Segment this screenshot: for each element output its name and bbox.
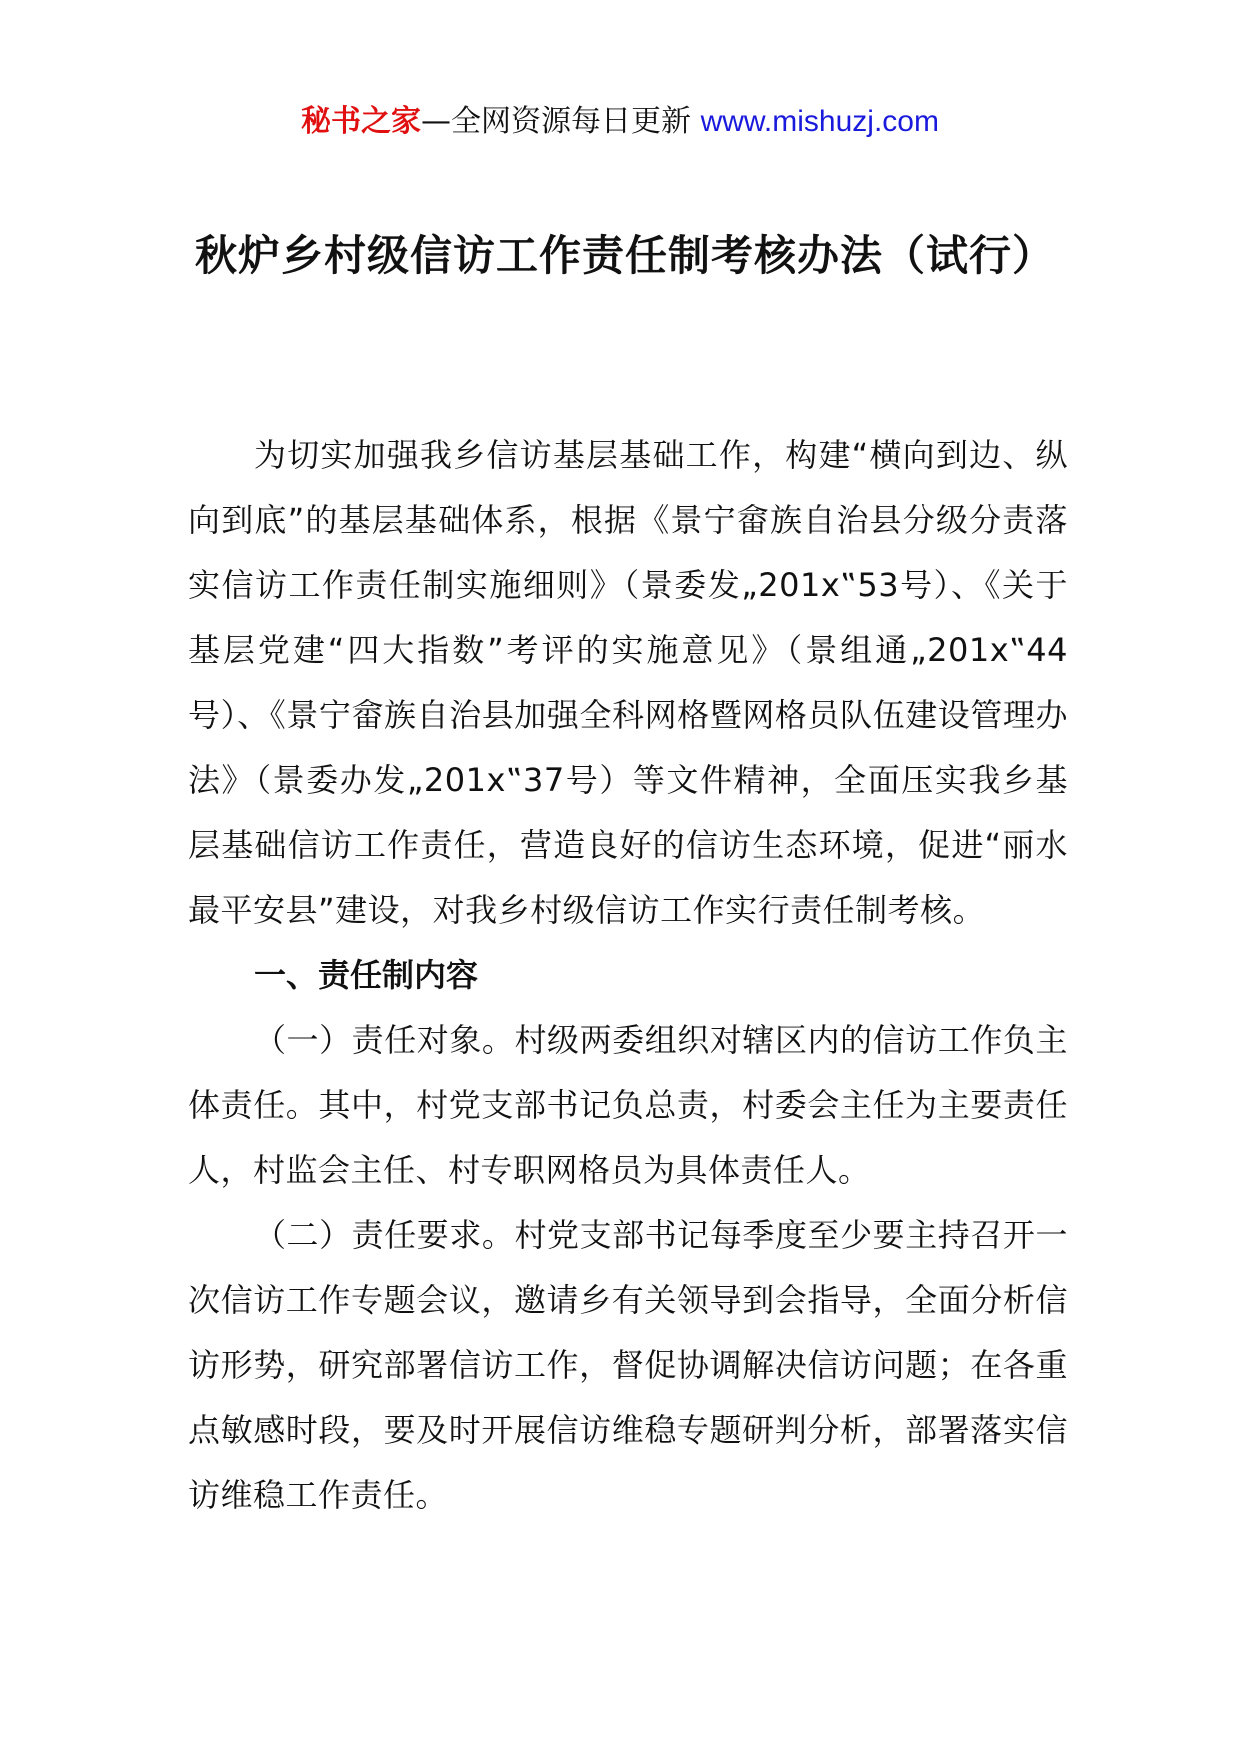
document-body bbox=[188, 423, 1068, 1528]
section-heading-responsibility: 一、责任制内容 bbox=[254, 956, 479, 994]
item-responsibility-target: （一）责任对象。村级两委组织对辖区内的信访工作负主体责任。其中，村党支部书记负总责，村委会主任为主要责任人，村监会主任、村专职网格员为具体责任人。 bbox=[188, 1021, 1068, 1189]
website-link[interactable]: www.mishuzj.com bbox=[700, 105, 939, 138]
brand-name: 秘书之家 bbox=[301, 104, 422, 139]
banner-tagline: —全网资源每日更新 bbox=[421, 104, 701, 139]
item-responsibility-requirement: （二）责任要求。村党支部书记每季度至少要主持召开一次信访工作专题会议，邀请乡有关领导到会指导，全面分析信访形势，研究部署信访工作，督促协调解决信访问题；在各重点敏感时段，要及时开展信访维稳专题研判分析，部署落实信访维稳工作责任。 bbox=[188, 1216, 1068, 1514]
intro-paragraph: 为切实加强我乡信访基层基础工作，构建“横向到边、纵向到底”的基层基础体系，根据《景宁畲族自治县分级分责落实信访工作责任制实施细则》（景委发„201x‟53号）、《关于基层党建“四大指数”考评的实施意见》（景组通„201x‟44号）、《景宁畲族自治县加强全科网格暨网格员队伍建设管理办法》（景委办发„201x‟37号）等文件精神，全面压实我乡基层基础信访工作责任，营造良好的信访生态环境，促进“丽水最平安县”建设，对我乡村级信访工作实行责任制考核。 bbox=[188, 436, 1068, 929]
site-banner bbox=[0, 100, 1240, 144]
document-title: 秋炉乡村级信访工作责任制考核办法（试行） bbox=[194, 231, 1055, 280]
